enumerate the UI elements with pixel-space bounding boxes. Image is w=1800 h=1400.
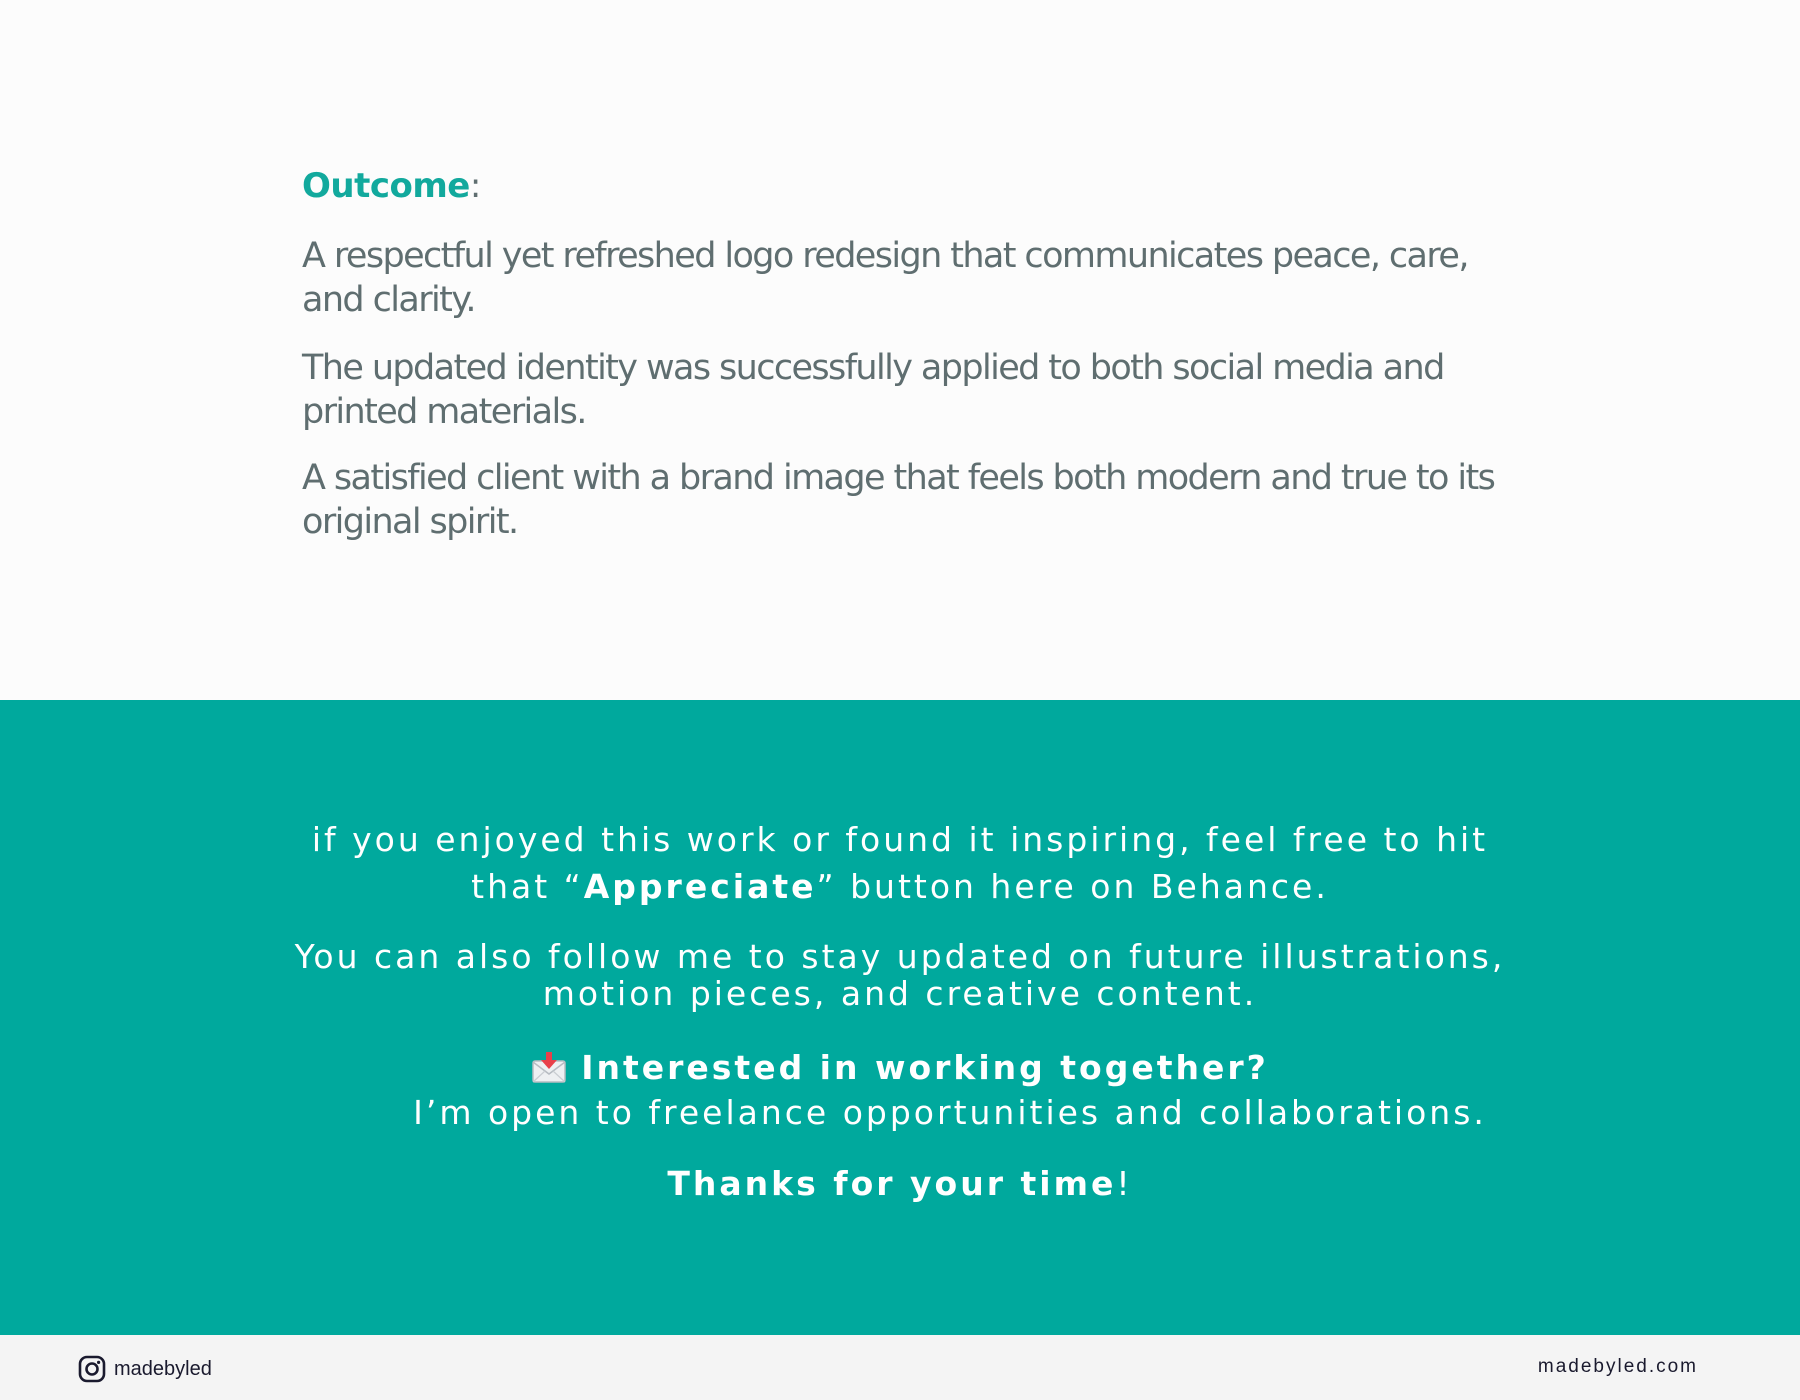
- cta-line-1: if you enjoyed this work or found it inspiring, feel free to hit: [311, 820, 1489, 859]
- working-together-heading: Interested in working together?: [581, 1048, 1269, 1087]
- outcome-heading-colon: :: [469, 166, 481, 206]
- footer: [0, 1335, 1800, 1400]
- cta-line-2-after: ” button here on Behance.: [816, 867, 1329, 906]
- outcome-paragraph-3: A satisfied client with a brand image that feels both modern and true to its original spirit.: [302, 458, 1495, 542]
- thanks-text: Thanks for your time: [667, 1164, 1117, 1203]
- cta-line-5: [0, 1048, 1800, 1087]
- cta-line-2: [0, 867, 1800, 906]
- thanks-line: [0, 1164, 1800, 1203]
- thanks-suffix: !: [1116, 1164, 1133, 1203]
- outcome-heading: [302, 166, 481, 206]
- instagram-handle: madebyled: [114, 1357, 212, 1380]
- outcome-paragraph-1: A respectful yet refreshed logo redesign that communicates peace, care, and clarity.: [302, 236, 1468, 320]
- instagram-icon: [78, 1355, 106, 1383]
- call-to-action-band: [0, 700, 1800, 1335]
- outcome-paragraph-2: The updated identity was successfully applied to both social media and printed materials.: [302, 348, 1444, 432]
- cta-line-3: You can also follow me to stay updated on future illustrations,: [294, 937, 1506, 976]
- cta-line-4: motion pieces, and creative content.: [542, 974, 1258, 1013]
- cta-line-2-before: that “: [471, 867, 584, 906]
- instagram-link[interactable]: [78, 1355, 212, 1383]
- outcome-heading-text: Outcome: [302, 166, 470, 206]
- cta-line-6: I’m open to freelance opportunities and collaborations.: [413, 1093, 1487, 1132]
- envelope-with-arrow-icon: [531, 1051, 567, 1083]
- appreciate-text: Appreciate: [583, 867, 817, 906]
- website-link[interactable]: madebyled.com: [1537, 1356, 1698, 1377]
